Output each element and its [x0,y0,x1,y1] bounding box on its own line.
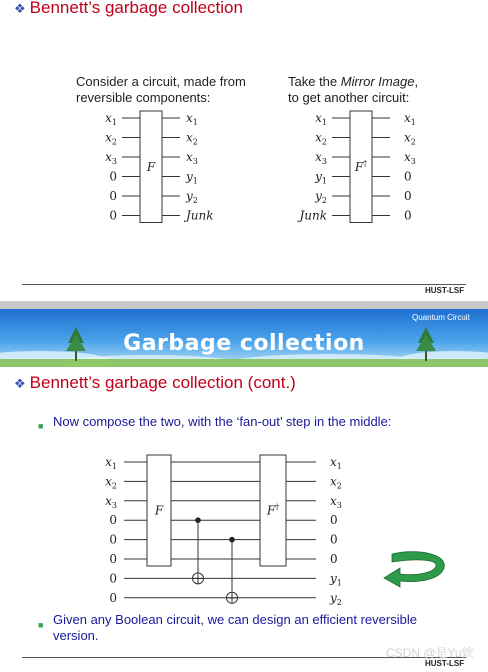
in-label-5: 0 [109,552,117,566]
in-label-6: 0 [109,571,117,586]
top-left-out-label-0: $x_1$ [186,111,198,127]
slide-separator [0,301,488,309]
composed-circuit [0,450,488,605]
right-circuit-diagram [296,111,415,223]
in-label-7: 0 [109,590,117,605]
top-footer-line [22,284,466,285]
bottom-footer-text: HUST-LSF [425,659,465,668]
in-label-1: $x_2$ [105,474,117,491]
bullet-2-text: Given any Boolean circuit, we can design an efficient reversible version. [53,612,417,643]
top-right-out-label-5: 0 [404,208,412,223]
top-left-out-label-2: $x_3$ [186,150,198,166]
out-label-1: $x_2$ [330,474,342,491]
diamond-bullet-icon: ❖ [14,376,26,391]
top-right-out-label-1: $x_2$ [404,130,416,147]
square-bullet-icon: ■ [38,620,44,630]
out-label-4: 0 [330,532,338,547]
top-slide-title: ❖ Bennett’s garbage collection [14,0,243,17]
bullet-1 [38,416,43,434]
in-label-2: $x_3$ [105,493,117,510]
bottom-slide-title: ❖ Bennett’s garbage collection (cont.) [14,373,296,392]
square-bullet-icon: ■ [38,421,44,431]
banner-tag: Quantum Circuit [412,313,470,322]
top-left-in-label-4: 0 [109,189,117,203]
top-right-out-label-3: 0 [404,169,412,184]
cnot-1-control-dot [229,537,235,543]
composed-circuit-diagram [105,455,342,605]
top-right-out-label-0: $x_1$ [404,111,416,127]
out-label-2: $x_3$ [330,493,342,510]
diamond-bullet-icon: ❖ [14,1,26,16]
top-left-in-label-3: 0 [109,169,117,184]
top-right-out-label-4: 0 [404,189,412,203]
top-right-in-label-2: $x_3$ [315,150,327,166]
top-right-in-label-5: Junk [299,208,327,223]
top-left-out-label-5: Junk [186,208,214,223]
top-right-in-label-4: $y_2$ [315,189,327,205]
csdn-watermark: CSDN @是Yu欸 [386,646,474,660]
out-label-3: 0 [330,513,338,528]
in-label-4: 0 [109,532,117,547]
top-right-gate-label: F† [354,158,368,174]
top-left-out-label-4: $y_2$ [186,189,198,205]
top-circuits [0,100,488,230]
top-left-gate-label: F [146,159,156,174]
top-left-in-label-1: $x_2$ [105,130,117,147]
right-caption: Take the Mirror Image, to get another circuit: [288,74,419,105]
top-right-in-label-3: $y_1$ [315,169,327,186]
gate-f-label: F [154,503,164,518]
gate-fdagger-label: F† [266,502,280,518]
top-left-in-label-0: $x_1$ [105,111,117,127]
left-circuit-diagram [105,111,213,223]
banner-title: Garbage collection [123,331,365,356]
top-footer-text: HUST-LSF [425,286,465,295]
out-label-0: $x_1$ [330,455,342,471]
cnot-0-control-dot [195,517,201,523]
top-left-out-label-3: $y_1$ [186,169,198,186]
out-label-5: 0 [330,552,338,566]
in-label-0: $x_1$ [105,455,117,471]
bullet-1-text: Now compose the two, with the ‘fan-out’ step in the middle: [53,414,392,429]
top-right-out-label-2: $x_3$ [404,150,416,166]
bullet-2 [38,615,43,633]
top-right-in-label-1: $x_2$ [315,130,327,147]
top-left-in-label-5: 0 [109,208,117,223]
out-label-6: $y_1$ [330,571,342,588]
top-right-in-label-0: $x_1$ [315,111,327,127]
top-left-in-label-2: $x_3$ [105,150,117,166]
top-left-out-label-1: $x_2$ [186,130,198,147]
curved-arrow-icon [384,552,444,587]
left-caption: Consider a circuit, made from reversible components: [76,74,246,105]
in-label-3: 0 [109,513,117,528]
out-label-7: $y_2$ [330,590,342,605]
